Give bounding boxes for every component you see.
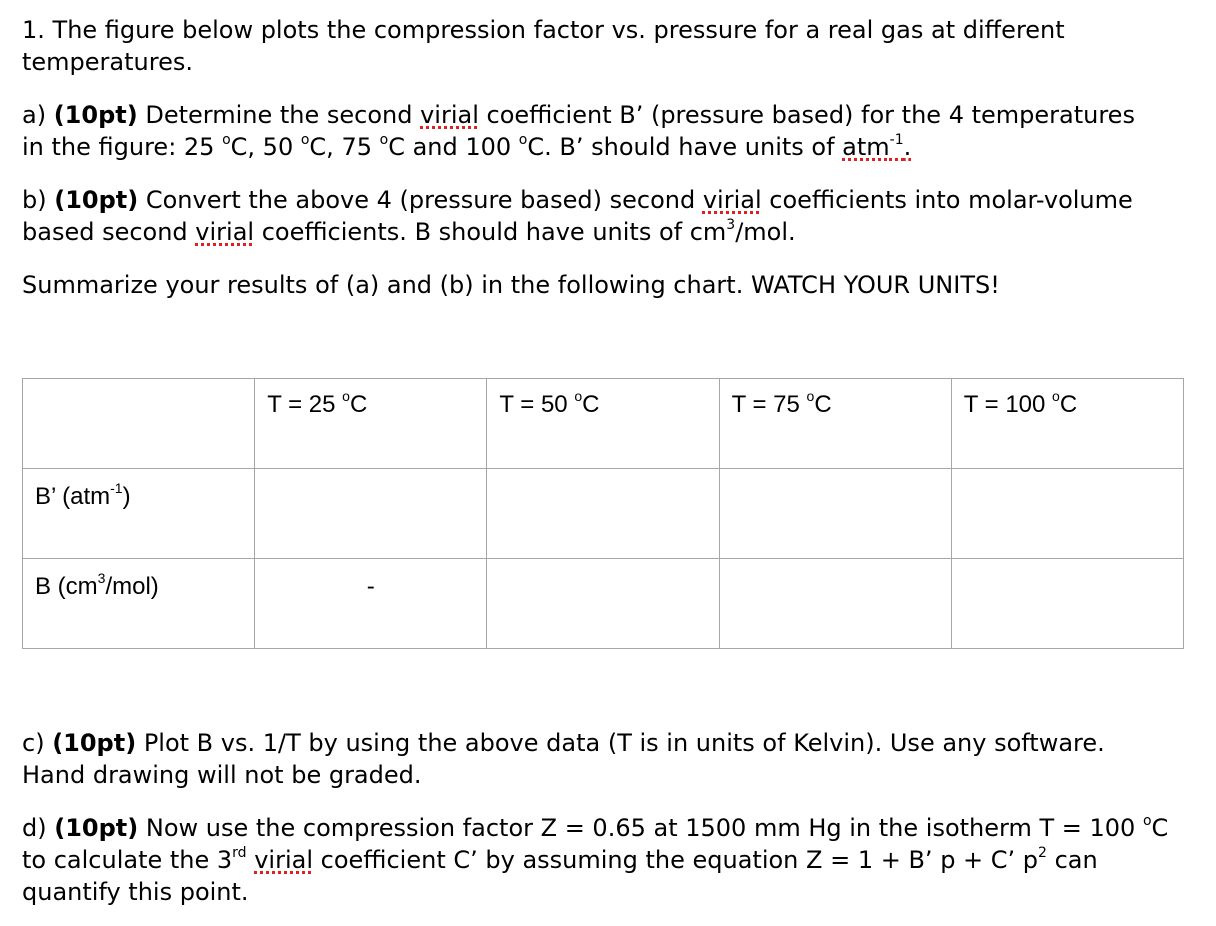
header-t100: T = 100 $^o$C xyxy=(951,379,1183,469)
qc-points: (10pt) xyxy=(52,729,137,757)
degree-mark: o xyxy=(300,132,310,148)
degree-mark: o xyxy=(518,132,528,148)
qc-text: Plot B vs. 1/T by using the above data (T is in units of Kelvin). Use any software. xyxy=(136,729,1105,757)
qa-text: coefficient B’ (pressure based) for the 4 temperatures xyxy=(478,101,1135,129)
qd-text: Now use the compression factor Z = 0.65 at 1500 mm Hg in the isotherm T = 100 xyxy=(138,814,1143,842)
qa-text: C and 100 xyxy=(388,133,519,161)
summary-instruction: Summarize your results of (a) and (b) in the following chart. WATCH YOUR UNITS! xyxy=(22,271,1000,299)
header-t25: T = 25 $^o$C xyxy=(255,379,487,469)
header-t75: T = 75 $^o$C xyxy=(719,379,951,469)
qb-text: coefficients. B should have units of cm xyxy=(254,218,727,246)
qb-points: (10pt) xyxy=(54,186,139,214)
qd-exp: 2 xyxy=(1038,845,1047,861)
qa-spell-word: virial xyxy=(420,101,479,129)
qa-text: Determine the second xyxy=(137,101,421,129)
qb-spell-word: virial xyxy=(195,218,255,246)
table-row xyxy=(23,559,1184,649)
qd-text: can xyxy=(1046,846,1098,874)
degree-mark: o xyxy=(1142,813,1152,829)
results-table xyxy=(22,378,1184,649)
question-d xyxy=(22,812,1202,908)
cell-b-prime-75[interactable] xyxy=(719,469,951,559)
qb-spell-word: virial xyxy=(702,186,762,214)
qc-text: Hand drawing will not be graded. xyxy=(22,761,422,789)
cell-b-50[interactable] xyxy=(487,559,719,649)
qd-text: to calculate the 3 xyxy=(22,846,233,874)
table-corner-cell[interactable] xyxy=(23,379,255,469)
qd-text: coefficient C’ by assuming the equation Z = 1 + B’ p + C’ p xyxy=(313,846,1039,874)
qd-label: d) xyxy=(22,814,55,842)
qa-unit xyxy=(842,133,911,161)
cell-b-25[interactable] xyxy=(255,559,487,649)
qa-points: (10pt) xyxy=(53,101,138,129)
qa-unit-exp: -1 xyxy=(889,132,904,148)
qa-text: C. B’ should have units of xyxy=(527,133,843,161)
q1-line1: 1. The figure below plots the compression factor vs. pressure for a real gas at different xyxy=(22,16,1065,44)
row-label-b-prime: B’ (atm$^{-1}$) xyxy=(23,469,255,559)
cell-b-prime-100[interactable] xyxy=(951,469,1183,559)
cell-b-75[interactable] xyxy=(719,559,951,649)
qa-text: in the figure: 25 xyxy=(22,133,223,161)
qd-spell-word: virial xyxy=(254,846,313,874)
qb-text: Convert the above 4 (pressure based) second xyxy=(138,186,703,214)
table-row xyxy=(23,469,1184,559)
qb-label: b) xyxy=(22,186,55,214)
qd-text: C xyxy=(1151,814,1169,842)
question-c xyxy=(22,727,1202,791)
qa-text: C, 75 xyxy=(309,133,380,161)
question-b xyxy=(22,184,1202,248)
cell-b-25-value: - xyxy=(366,573,375,600)
cell-b-100[interactable] xyxy=(951,559,1183,649)
qa-text: C, 50 xyxy=(230,133,301,161)
header-t50: T = 50 $^o$C xyxy=(487,379,719,469)
qa-label: a) xyxy=(22,101,54,129)
degree-mark: o xyxy=(379,132,389,148)
table-header-row xyxy=(23,379,1184,469)
cell-b-prime-50[interactable] xyxy=(487,469,719,559)
qa-unit-base: atm xyxy=(842,133,890,161)
qa-unit-period: . xyxy=(903,133,912,161)
degree-mark: o xyxy=(222,132,231,148)
qb-text: coefficients into molar-volume xyxy=(761,186,1133,214)
q1-line2: temperatures. xyxy=(22,48,193,76)
qd-text: quantify this point. xyxy=(22,878,249,906)
cell-b-prime-25[interactable] xyxy=(255,469,487,559)
question-1-intro xyxy=(22,14,1202,78)
question-a xyxy=(22,99,1202,163)
ordinal-suffix: rd xyxy=(232,845,247,861)
row-label-b: B $(cm^3/mol)$ xyxy=(23,559,255,649)
qc-label: c) xyxy=(22,729,53,757)
qb-text: based second xyxy=(22,218,196,246)
qb-text: /mol. xyxy=(735,218,796,246)
qd-points: (10pt) xyxy=(54,814,139,842)
qb-exp: 3 xyxy=(726,217,736,233)
